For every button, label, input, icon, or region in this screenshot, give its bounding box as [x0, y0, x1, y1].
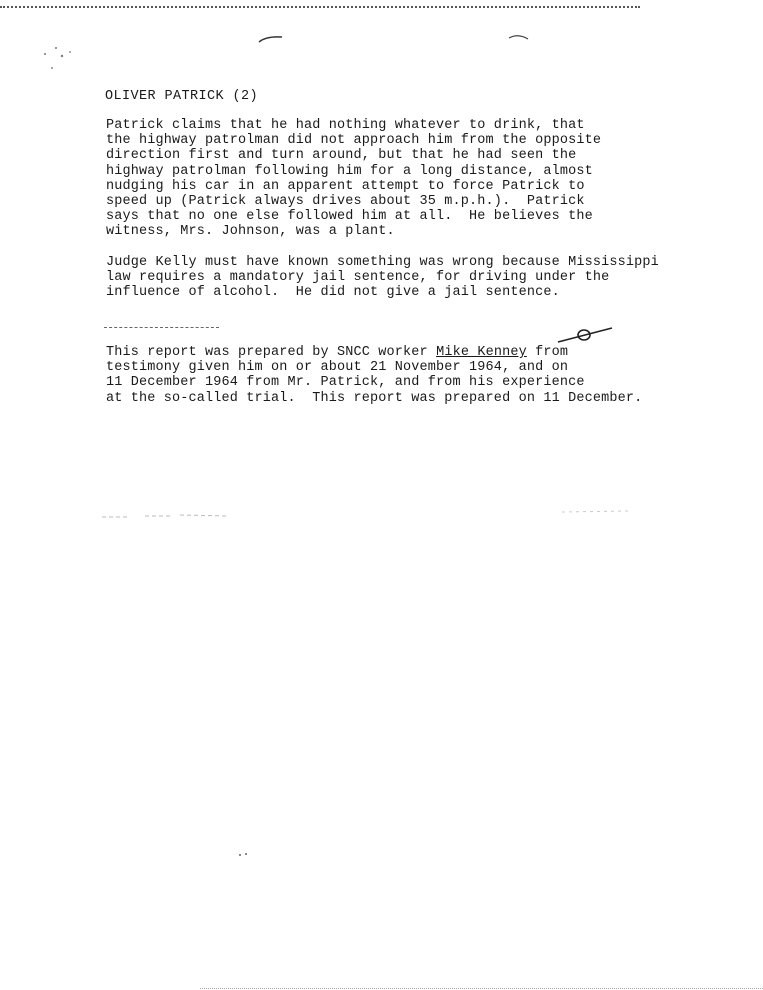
smudged-divider: [104, 327, 219, 330]
page-top-edge: [0, 0, 640, 8]
document-heading: OLIVER PATRICK (2): [105, 89, 259, 104]
scan-mark-icon: [258, 34, 284, 44]
text-line: law requires a mandatory jail sentence, for driving under the: [106, 270, 610, 286]
scan-speckle-icon: [236, 850, 252, 860]
worker-name: Mike Kenney: [436, 345, 527, 360]
paragraph-testimony: [106, 118, 601, 240]
text-line: at the so-called trial. This report was prepared on 11 December.: [106, 390, 643, 406]
text-line: highway patrolman following him for a long distance, almost: [106, 163, 593, 179]
text-line: nudging his car in an apparent attempt to force Patrick to: [106, 178, 585, 194]
scan-mark-icon: [508, 32, 530, 42]
text-line: Judge Kelly must have known something was wrong because Mississippi: [106, 255, 659, 270]
text-segment: from: [526, 345, 569, 360]
text-line: witness, Mrs. Johnson, was a plant.: [106, 224, 395, 240]
text-line: the highway patrolman did not approach him from the opposite: [106, 133, 602, 149]
text-line: direction first and turn around, but that he had seen the: [106, 148, 577, 164]
scan-faint-line-icon: [560, 508, 630, 516]
scan-faint-line-icon: [100, 512, 230, 520]
scan-speckle-icon: [40, 44, 80, 72]
handwritten-check-icon: [556, 324, 616, 346]
paragraph-report-note: [106, 345, 642, 406]
text-line: 11 December 1964 from Mr. Patrick, and from his experience: [106, 375, 585, 391]
text-line: speed up (Patrick always drives about 35 m.p.h.). Patrick: [106, 194, 585, 210]
paragraph-judge: [106, 255, 659, 301]
page-bottom-edge: [200, 982, 763, 989]
text-line: Patrick claims that he had nothing whatever to drink, that: [106, 118, 585, 133]
text-line: influence of alcohol. He did not give a jail sentence.: [106, 285, 560, 301]
text-line: says that no one else followed him at all. He believes the: [106, 209, 593, 225]
text-segment: This report was prepared by SNCC worker: [106, 345, 437, 360]
text-line: testimony given him on or about 21 November 1964, and on: [106, 360, 569, 376]
